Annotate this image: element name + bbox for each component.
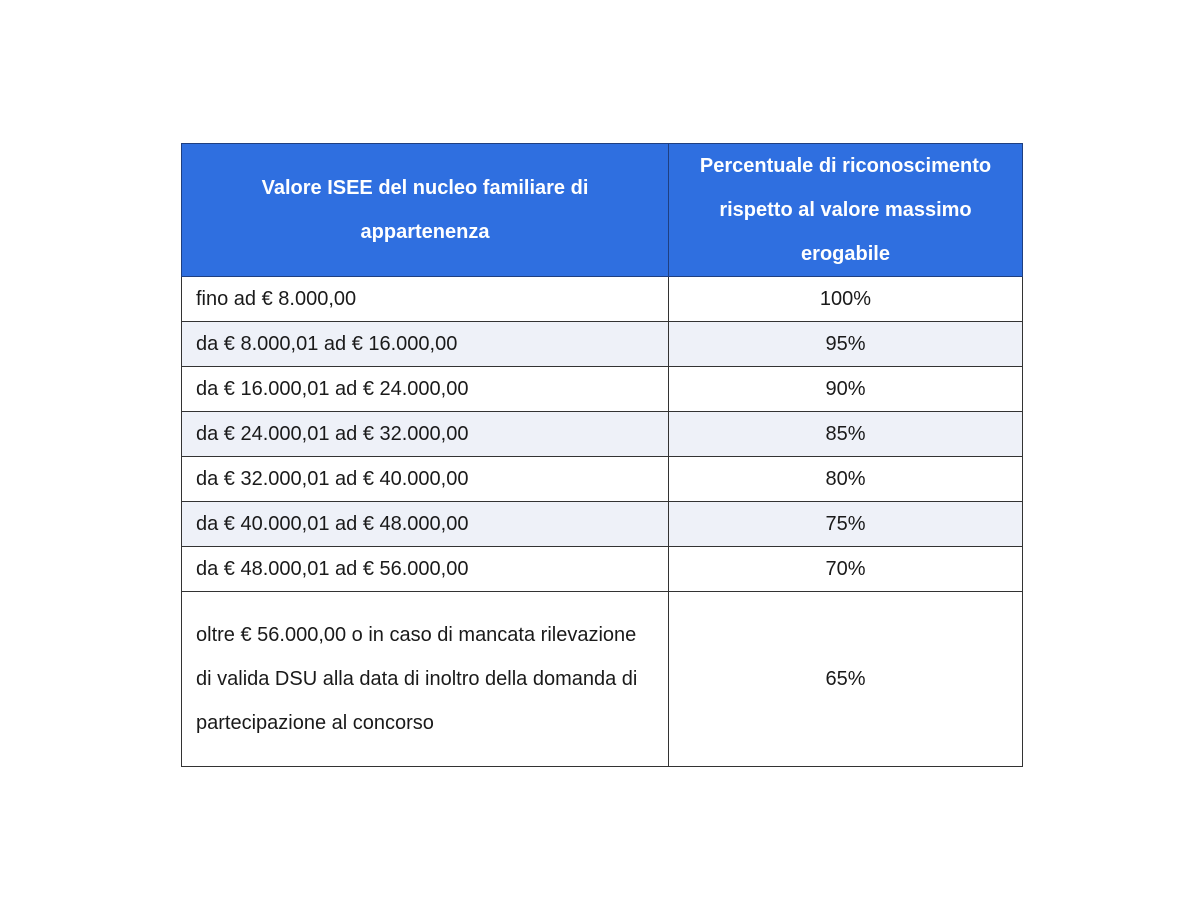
- isee-range-cell: da € 32.000,01 ad € 40.000,00: [182, 457, 669, 502]
- header-recognition-percentage: Percentuale di riconoscimento rispetto al valore massimo erogabile: [669, 144, 1023, 277]
- percentage-cell: 100%: [669, 277, 1023, 322]
- table-row: [182, 502, 1023, 547]
- isee-range-cell: da € 16.000,01 ad € 24.000,00: [182, 367, 669, 412]
- table-row: [182, 412, 1023, 457]
- table-row: [182, 457, 1023, 502]
- table-row: [182, 547, 1023, 592]
- percentage-cell: 90%: [669, 367, 1023, 412]
- percentage-cell: 75%: [669, 502, 1023, 547]
- table-header-row: [182, 144, 1023, 277]
- percentage-cell: 65%: [669, 592, 1023, 767]
- percentage-cell: 85%: [669, 412, 1023, 457]
- table-row: [182, 367, 1023, 412]
- isee-range-cell: da € 24.000,01 ad € 32.000,00: [182, 412, 669, 457]
- header-isee-value: Valore ISEE del nucleo familiare di appartenenza: [182, 144, 669, 277]
- isee-percentage-table: [181, 143, 1023, 767]
- table-row: [182, 277, 1023, 322]
- isee-range-cell: da € 48.000,01 ad € 56.000,00: [182, 547, 669, 592]
- isee-range-cell: da € 8.000,01 ad € 16.000,00: [182, 322, 669, 367]
- percentage-cell: 80%: [669, 457, 1023, 502]
- isee-range-cell: fino ad € 8.000,00: [182, 277, 669, 322]
- isee-range-cell: oltre € 56.000,00 o in caso di mancata rilevazione di valida DSU alla data di inoltro della domanda di partecipazione al concorso: [182, 592, 669, 767]
- table-row: [182, 322, 1023, 367]
- isee-range-cell: da € 40.000,01 ad € 48.000,00: [182, 502, 669, 547]
- percentage-cell: 95%: [669, 322, 1023, 367]
- percentage-cell: 70%: [669, 547, 1023, 592]
- table-row: [182, 592, 1023, 767]
